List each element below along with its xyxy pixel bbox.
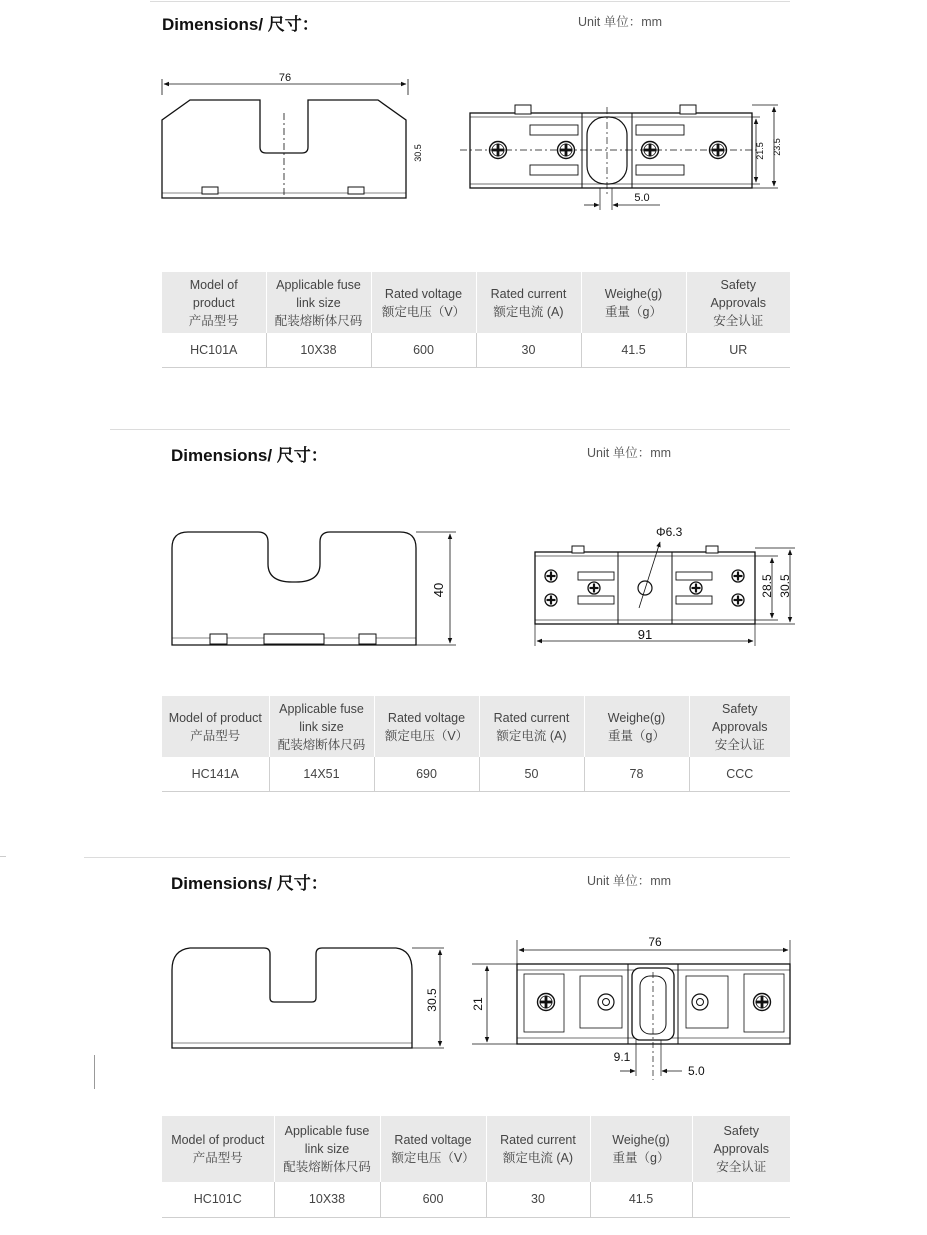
- cell-model: HC101C: [162, 1182, 274, 1217]
- cell-rated-current: 30: [476, 333, 581, 367]
- top-divider: [150, 1, 790, 2]
- section-1-side-view-drawing: [150, 65, 423, 215]
- section-1-top-view-drawing: [460, 95, 800, 215]
- section-2-title: Dimensions/ 尺寸：: [171, 446, 328, 465]
- section-3-width-label: 76: [648, 935, 662, 949]
- header-fuse-link-size: Applicable fuse link size 配装熔断体尺码: [266, 272, 371, 333]
- section-divider-1: [110, 429, 790, 430]
- left-edge-mark: [0, 856, 6, 857]
- table-row: [162, 757, 790, 791]
- cell-safety-approvals: CCC: [689, 757, 790, 791]
- header-fuse-link-size: Applicable fuse link size 配装熔断体尺码: [274, 1116, 380, 1182]
- section-1-height-label: 30.5: [413, 144, 423, 162]
- section-divider-2: [84, 857, 790, 858]
- section-2-unit: Unit 单位：mm: [587, 446, 672, 460]
- section-1-outer-height-label: 23.5: [772, 138, 782, 156]
- header-weight: Weighe(g) 重量（g）: [584, 696, 689, 757]
- cell-weight: 41.5: [581, 333, 686, 367]
- cell-weight: 41.5: [590, 1182, 692, 1217]
- cell-fuse-link-size: 10X38: [266, 333, 371, 367]
- header-safety-approvals: Safety Approvals 安全认证: [692, 1116, 790, 1182]
- cell-rated-voltage: 600: [380, 1182, 486, 1217]
- cell-model: HC101A: [162, 333, 266, 367]
- header-safety-approvals: Safety Approvals 安全认证: [686, 272, 790, 333]
- section-3-side-height-label: 21: [471, 997, 485, 1011]
- section-1-unit: Unit 单位：mm: [578, 15, 663, 29]
- left-margin-mark: [94, 1055, 95, 1089]
- section-3-slot-label: 9.1: [613, 1050, 631, 1064]
- section-2-top-view-drawing: [520, 520, 810, 650]
- header-rated-voltage: Rated voltage 额定电压（V）: [371, 272, 476, 333]
- header-weight: Weighe(g) 重量（g）: [581, 272, 686, 333]
- section-3-top-view-drawing: [460, 930, 800, 1085]
- header-model: Model of product 产品型号: [162, 1116, 274, 1182]
- cell-rated-current: 30: [486, 1182, 590, 1217]
- header-model: Model of product 产品型号: [162, 272, 266, 333]
- cell-fuse-link-size: 10X38: [274, 1182, 380, 1217]
- section-3-pitch-label: 5.0: [688, 1064, 705, 1078]
- cell-rated-voltage: 690: [374, 757, 479, 791]
- section-3-height-label: 30.5: [425, 988, 439, 1012]
- table-row: [162, 1182, 790, 1217]
- section-2-height-label: 40: [431, 582, 446, 598]
- section-2-side-view-drawing: [160, 520, 470, 660]
- section-2-spec-table: [162, 696, 790, 792]
- section-3-spec-table: [162, 1116, 790, 1218]
- header-rated-voltage: Rated voltage 额定电压（V）: [374, 696, 479, 757]
- cell-model: HC141A: [162, 757, 269, 791]
- cell-rated-current: 50: [479, 757, 584, 791]
- section-1-title: Dimensions/ 尺寸：: [162, 15, 319, 34]
- section-2-hole-label: Φ6.3: [656, 525, 683, 539]
- section-3-unit: Unit 单位：mm: [587, 874, 672, 888]
- header-model: Model of product 产品型号: [162, 696, 269, 757]
- header-rated-current: Rated current 额定电流 (A): [486, 1116, 590, 1182]
- header-rated-voltage: Rated voltage 额定电压（V）: [380, 1116, 486, 1182]
- header-rated-current: Rated current 额定电流 (A): [479, 696, 584, 757]
- section-1-pitch-label: 5.0: [634, 192, 650, 204]
- cell-safety-approvals: [692, 1182, 790, 1217]
- table-row: [162, 333, 790, 367]
- header-fuse-link-size: Applicable fuse link size 配装熔断体尺码: [269, 696, 374, 757]
- cell-safety-approvals: UR: [686, 333, 790, 367]
- section-2-inner-height-label: 28.5: [760, 574, 774, 598]
- header-weight: Weighe(g) 重量（g）: [590, 1116, 692, 1182]
- section-3-title: Dimensions/ 尺寸：: [171, 874, 328, 893]
- section-2-outer-height-label: 30.5: [778, 574, 792, 598]
- cell-fuse-link-size: 14X51: [269, 757, 374, 791]
- section-1-spec-table: [162, 272, 790, 368]
- header-rated-current: Rated current 额定电流 (A): [476, 272, 581, 333]
- section-1-width-label: 76: [278, 72, 292, 84]
- header-safety-approvals: Safety Approvals 安全认证: [689, 696, 790, 757]
- cell-weight: 78: [584, 757, 689, 791]
- section-1-inner-height-label: 21.5: [755, 142, 765, 160]
- section-3-side-view-drawing: [160, 940, 460, 1060]
- section-2-length-label: 91: [637, 627, 653, 642]
- cell-rated-voltage: 600: [371, 333, 476, 367]
